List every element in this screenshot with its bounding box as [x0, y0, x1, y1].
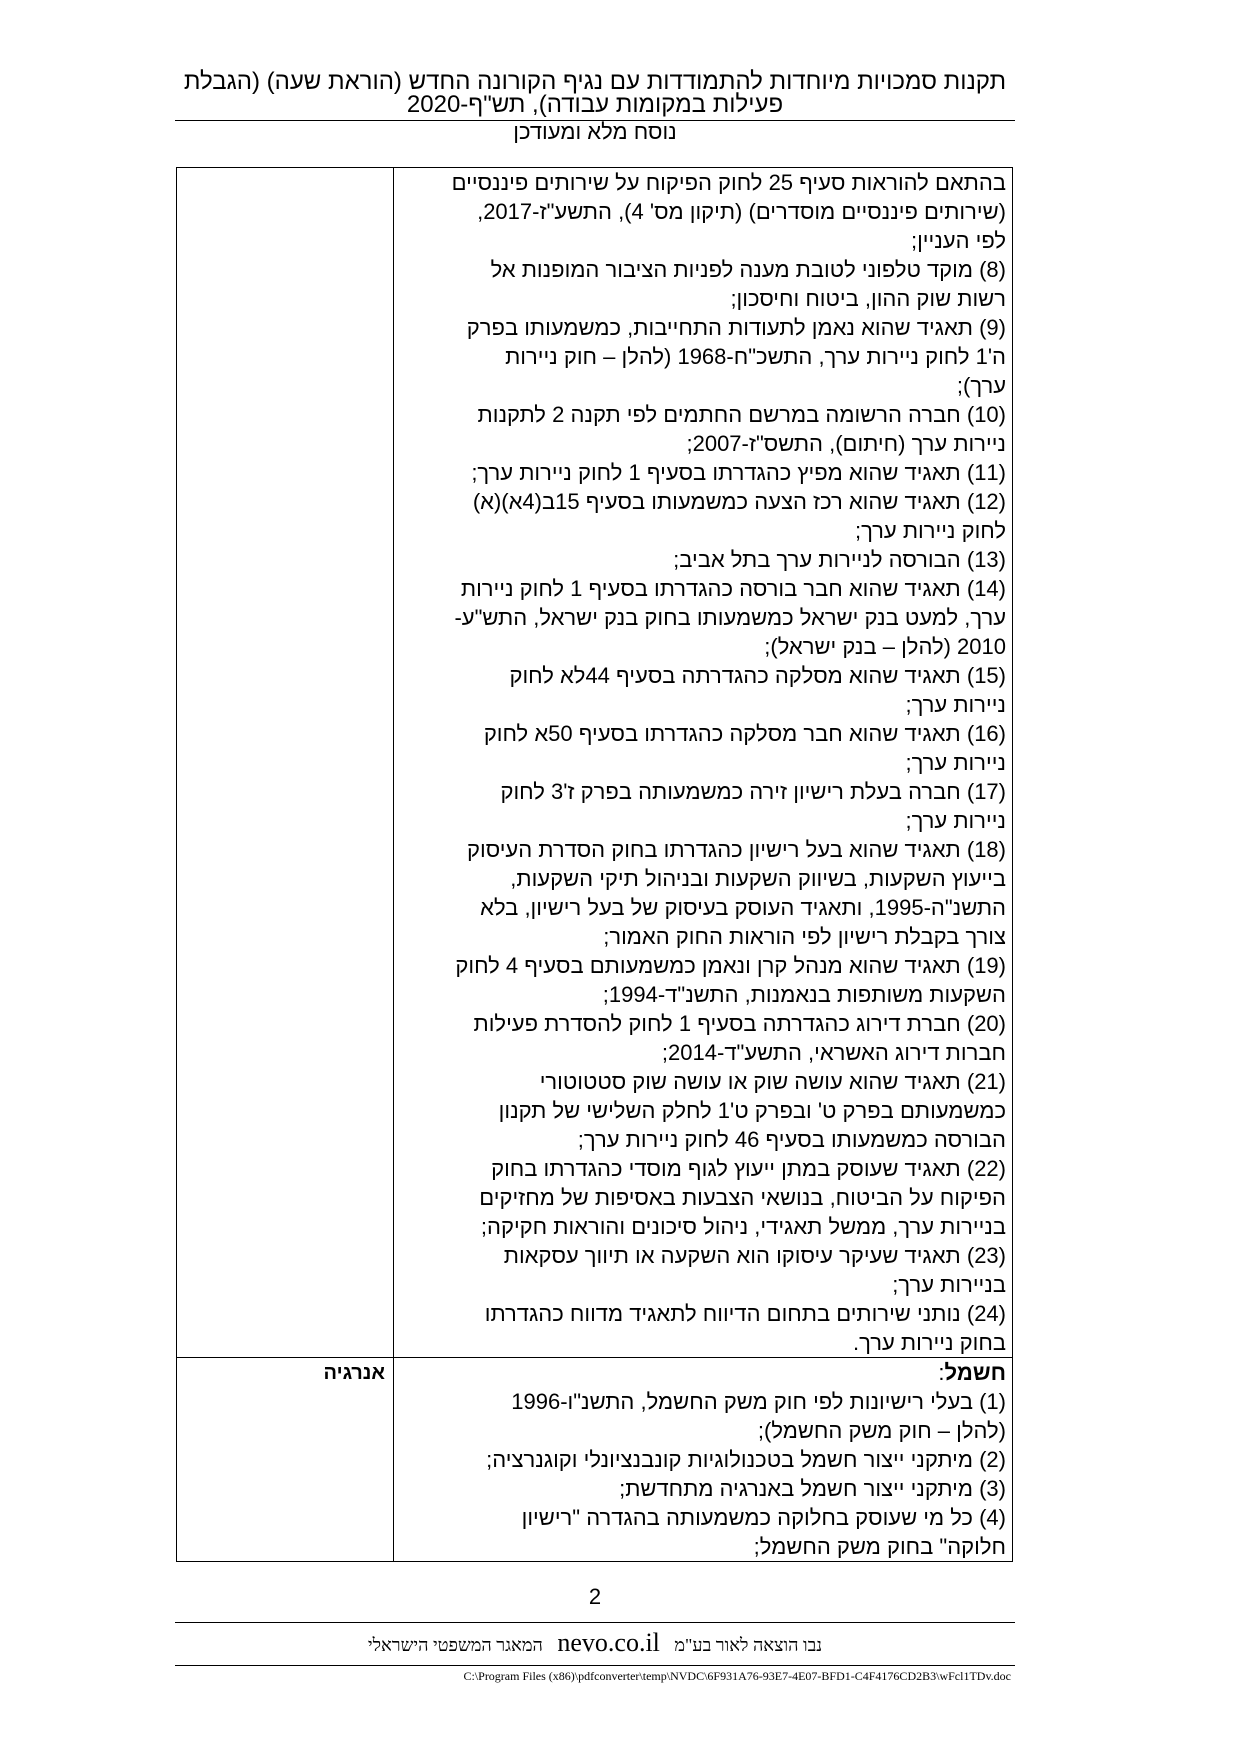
list-item: (23) תאגיד שעיקר עיסוקו הוא השקעה או תיווך עסקאות בניירות ערך;: [503, 1243, 1006, 1297]
database-text: המאגר המשפטי הישראלי: [367, 1635, 543, 1655]
list-item: (11) תאגיד שהוא מפיץ כהגדרתו בסעיף 1 לחוק ניירות ערך;: [471, 460, 1006, 485]
publisher-text: נבו הוצאה לאור בע"מ: [674, 1635, 823, 1655]
list-item: (1) בעלי רישיונות לפי חוק משק החשמל, התשנ"ו-1996 (להלן – חוק משק החשמל);: [511, 1389, 1006, 1443]
list-item: (24) נותני שירותים בתחום הדיווח לתאגיד מדווח כהגדרתו בחוק ניירות ערך.: [484, 1301, 1006, 1355]
regulation-table: [176, 167, 1013, 1562]
table-row-energy: [177, 1358, 1013, 1562]
document-header: [175, 70, 1015, 116]
table-row-continued: [177, 168, 1013, 1358]
list-item: (22) תאגיד שעוסק במתן ייעוץ לגוף מוסדי כהגדרתו בחוק הפיקוח על הביטוח, בנושאי הצבעות באסיפות של מחזיקים בניירות ערך, ממשל תאגידי, ניהול סיכונים והוראות חקיקה;: [479, 1156, 1006, 1239]
footer-publisher-line: [175, 1628, 1015, 1660]
list-item: (17) חברה בעלת רישיון זירה כמשמעותה בפרק ז'3 לחוק ניירות ערך;: [500, 779, 1006, 833]
list-item: (15) תאגיד שהוא מסלקה כהגדרתה בסעיף 44לא לחוק ניירות ערך;: [509, 663, 1006, 717]
file-path: C:\Program Files (x86)\pdfconverter\temp\NVDC\6F931A76-93E7-4E07-BFD1-C4F4176CD2B3\wFcl1TDv.doc: [463, 1669, 1011, 1683]
footer-rule-top: [175, 1622, 1015, 1623]
electricity-subheading-label: חשמל: [944, 1360, 1006, 1385]
list-item: (8) מוקד טלפוני לטובת מענה לפניות הציבור המופנות אל רשות שוק ההון, ביטוח וחיסכון;: [490, 257, 1006, 311]
list-item: (18) תאגיד שהוא בעל רישיון כהגדרתו בחוק הסדרת העיסוק בייעוץ השקעות, בשיווק השקעות ובניהול תיקי השקעות, התשנ"ה-1995, ותאגיד העוסק בעיסוק של בעל רישיון, בלא צורך בקבלת רישיון לפי הוראות החוק האמור;: [467, 837, 1006, 949]
list-item: (10) חברה הרשומה במרשם החתמים לפי תקנה 2 לתקנות ניירות ערך (חיתום), התשס"ז-2007;: [477, 402, 1006, 456]
list-item: (20) חברת דירוג כהגדרתה בסעיף 1 לחוק להסדרת פעילות חברות דירוג האשראי, התשע"ד-2014;: [473, 1011, 1006, 1065]
category-cell-energy: [177, 1358, 394, 1562]
list-item: (13) הבורסה לניירות ערך בתל אביב;: [673, 547, 1006, 572]
list-item: (2) מיתקני ייצור חשמל בטכנולוגיות קונבנציונלי וקוגנרציה;: [486, 1447, 1006, 1472]
list-item: (12) תאגיד שהוא רכז הצעה כמשמעותו בסעיף 15ב(4א)(א) לחוק ניירות ערך;: [472, 489, 1006, 543]
category-cell-empty: [177, 168, 394, 1358]
category-label: אנרגיה: [323, 1362, 385, 1384]
list-item: (19) תאגיד שהוא מנהל קרן ונאמן כמשמעותם בסעיף 4 לחוק השקעות משותפות בנאמנות, התשנ"ד-1994;: [455, 953, 1006, 1007]
list-item: (16) תאגיד שהוא חבר מסלקה כהגדרתו בסעיף 50א לחוק ניירות ערך;: [483, 721, 1006, 775]
footer-rule-bottom: [175, 1665, 1015, 1666]
subheading-colon: :: [938, 1360, 945, 1385]
site-link[interactable]: nevo.co.il: [557, 1628, 660, 1657]
list-item: בהתאם להוראות סעיף 25 לחוק הפיקוח על שירותים פיננסיים (שירותים פיננסיים מוסדרים) (תיקון מס' 4), התשע"ז-2017, לפי העניין;: [451, 170, 1006, 253]
electricity-subheading: [404, 1358, 1006, 1387]
list-item: (3) מיתקני ייצור חשמל באנרגיה מתחדשת;: [619, 1476, 1006, 1501]
list-item: (9) תאגיד שהוא נאמן לתעודות התחייבות, כמשמעותו בפרק ה'1 לחוק ניירות ערך, התשכ"ח-1968 (להלן – חוק ניירות ערך);: [466, 315, 1006, 398]
document-title: תקנות סמכויות מיוחדות להתמודדות עם נגיף הקורונה החדש (הוראת שעה) (הגבלת פעילות במקומות עבודה), תש"ף-2020: [183, 68, 1007, 118]
list-item: (21) תאגיד שהוא עושה שוק או עושה שוק סטטוטורי כמשמעותם בפרק ט' ובפרק ט'1 לחלק השלישי של תקנון הבורסה כמשמעותו בסעיף 46 לחוק ניירות ערך;: [498, 1069, 1006, 1152]
list-item: (14) תאגיד שהוא חבר בורסה כהגדרתו בסעיף 1 לחוק ניירות ערך, למעט בנק ישראל כמשמעותו בחוק בנק ישראל, התש"ע- 2010 (להלן – בנק ישראל);: [454, 576, 1006, 659]
energy-items-cell: [394, 1358, 1013, 1562]
continued-items-cell: [394, 168, 1013, 1358]
list-item: (4) כל מי שעוסק בחלוקה כמשמעותה בהגדרה "רישיון חלוקה" בחוק משק החשמל;: [521, 1505, 1006, 1559]
page-number: 2: [588, 1584, 602, 1609]
document-subtitle: נוסח מלא ומעודכן: [513, 119, 677, 144]
